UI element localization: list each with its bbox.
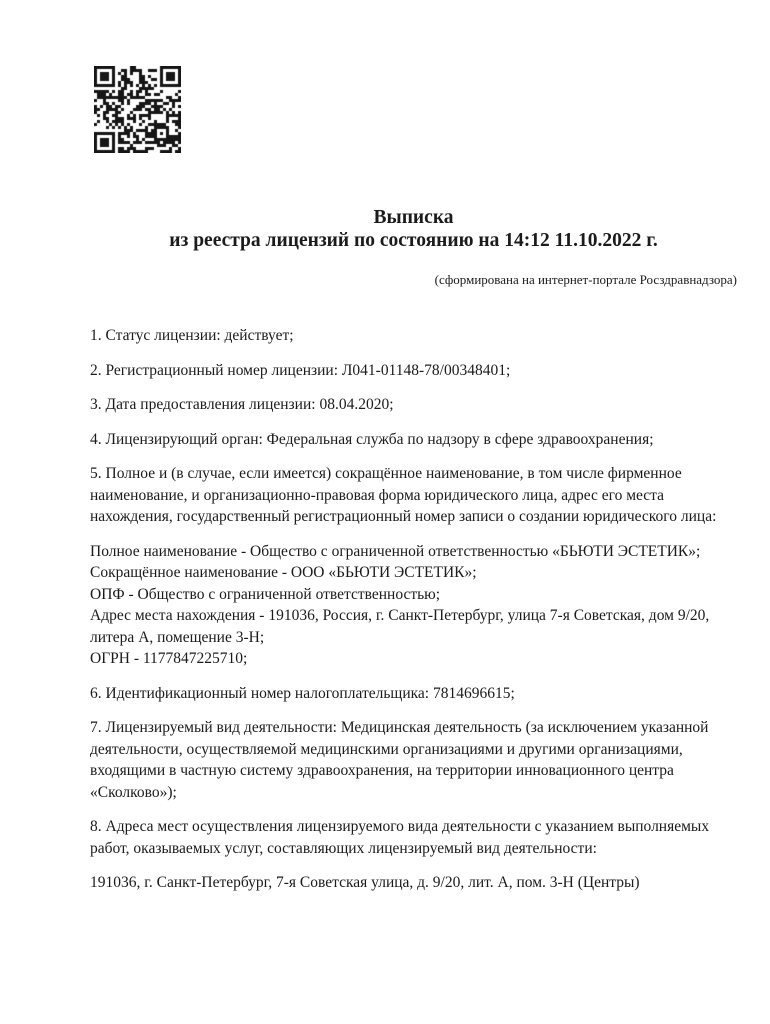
text-line: нахождения, государственный регистрационный номер записи о создании юридического лица: — [90, 508, 717, 525]
text-line: ОГРН - 1177847225710; — [90, 650, 248, 667]
text-line: 7. Лицензируемый вид деятельности: Медицинская деятельность (за исключением указанной — [90, 719, 709, 736]
paragraph — [90, 541, 737, 670]
paragraph — [90, 325, 737, 347]
text-line: 3. Дата предоставления лицензии: 08.04.2020; — [90, 396, 394, 413]
text-line: «Сколково»); — [90, 783, 177, 801]
text-line: Сокращённое наименование - ООО «БЬЮТИ ЭСТЕТИК»; — [90, 564, 477, 581]
text-line: Полное наименование - Общество с ограниченной ответственностью «БЬЮТИ ЭСТЕТИК»; — [90, 542, 701, 560]
generation-note: (сформирована на интернет-портале Росздравнадзора) — [434, 272, 737, 287]
text-line: 5. Полное и (в случае, если имеется) сокращённое наименование, в том числе фирменное — [90, 465, 682, 482]
text-line: деятельности, осуществляемой медицинскими организациями и другими организациями, — [90, 740, 683, 758]
title-line-2: из реестра лицензий по состоянию на 14:12 11.10.2022 г. — [169, 230, 658, 251]
paragraph — [90, 463, 737, 528]
paragraph — [90, 816, 737, 859]
text-line: Адрес места нахождения - 191036, Россия, г. Санкт-Петербург, улица 7-я Советская, дом 9/20, — [90, 607, 710, 624]
text-line: наименование, и организационно-правовая форма юридического лица, адрес его места — [90, 486, 665, 504]
paragraph — [90, 360, 737, 382]
paragraph — [90, 872, 737, 894]
text-line: 8. Адреса мест осуществления лицензируемого вида деятельности с указанием выполняемых — [90, 818, 710, 835]
document-content — [90, 0, 737, 894]
text-line: входящими в частную систему здравоохранения, на территории инновационного центра — [90, 762, 674, 779]
text-line: 6. Идентификационный номер налогоплательщика: 7814696615; — [90, 684, 515, 702]
paragraph — [90, 717, 737, 803]
text-line: 1. Статус лицензии: действует; — [90, 327, 294, 344]
text-line: 4. Лицензирующий орган: Федеральная служба по надзору в сфере здравоохранения; — [90, 430, 654, 448]
document-body — [90, 325, 737, 894]
paragraph — [90, 394, 737, 416]
title-line-1: Выписка — [373, 207, 454, 228]
text-line: литера А, помещение 3-Н; — [90, 628, 265, 646]
text-line: работ, оказываемых услуг, составляющих лицензируемый вид деятельности: — [90, 839, 597, 857]
paragraph — [90, 429, 737, 451]
text-line: ОПФ - Общество с ограниченной ответственностью; — [90, 585, 441, 603]
document-title — [90, 206, 737, 252]
paragraph — [90, 683, 737, 705]
text-line: 191036, г. Санкт-Петербург, 7-я Советская улица, д. 9/20, лит. А, пом. 3-Н (Центры) — [90, 874, 640, 891]
text-line: 2. Регистрационный номер лицензии: Л041-01148-78/00348401; — [90, 361, 511, 379]
